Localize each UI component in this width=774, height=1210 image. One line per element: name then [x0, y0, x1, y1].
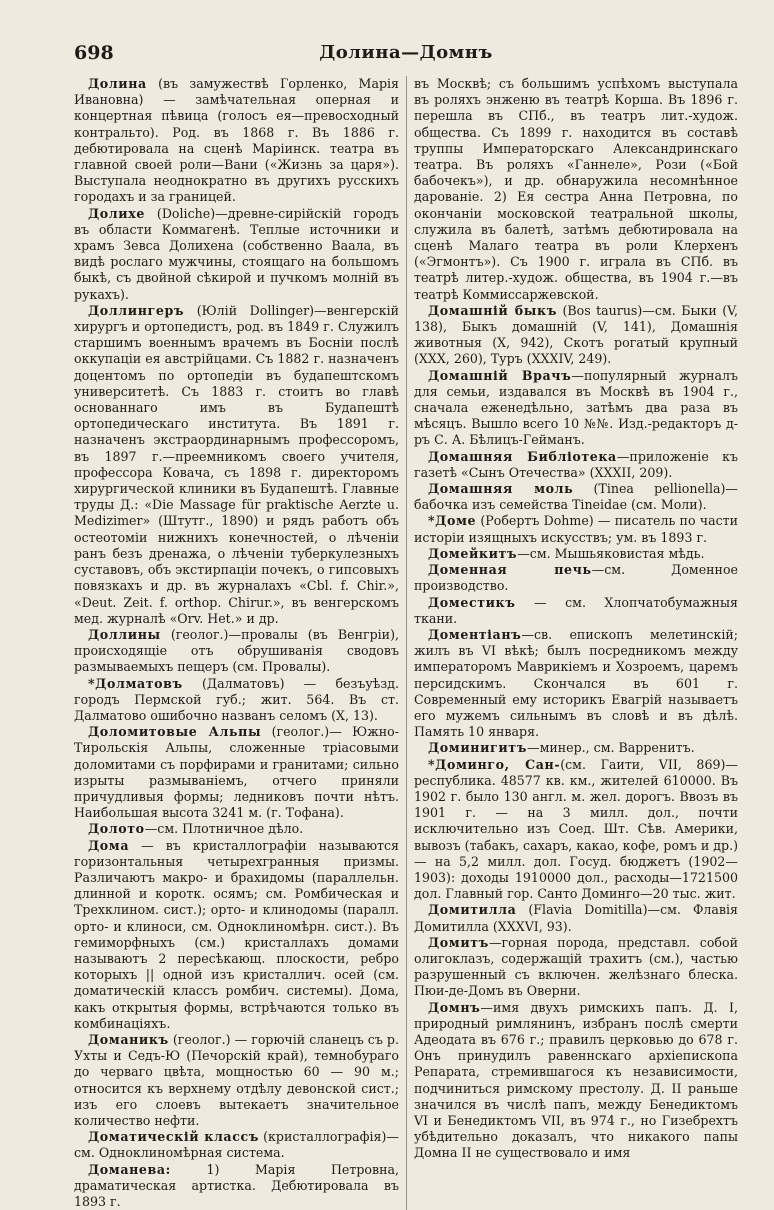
entry-headword: Домейкитъ [428, 545, 518, 561]
dictionary-entry [414, 757, 738, 903]
dictionary-entry [414, 76, 738, 303]
entry-headword: *Доме [428, 513, 477, 529]
dictionary-entry [74, 676, 399, 725]
dictionary-entry [414, 449, 738, 481]
entry-headword: *Доминго, Сан- [428, 756, 561, 772]
dictionary-entry [414, 546, 738, 562]
entry-headword: *Долматовъ [88, 675, 183, 691]
entry-text: (Робертъ Dohme) — писатель по части исторіи изящныхъ искусствъ; ум. въ 1893 г. [414, 513, 738, 545]
entry-text: (Flavia Domitilla)—см. Флавія Домитилла (XXXVI, 93). [414, 902, 738, 934]
dictionary-entry [414, 513, 738, 545]
left-column [74, 76, 406, 1210]
entry-text: (геолог.)—провалы (въ Венгріи), происходящіе отъ обрушиванія сводовъ размываемыхъ пещеръ (см. Провалы). [74, 626, 399, 675]
entry-text: (Юлій Dollinger)—венгерскій хирургъ и ортопедистъ, род. въ 1849 г. Служилъ старшимъ военнымъ врачемъ въ Босніи послѣ оккупаціи ея австрійцами. Съ 1882 г. назначенъ доцентомъ по ортопедіи въ будапештскомъ университетѣ. Съ 1883 г. стоитъ во главѣ основаннаго имъ въ Будапештѣ ортопедическаго института. Въ 1891 г. назначенъ экстраординарнымъ профессоромъ, въ 1897 г.—преемникомъ своего учителя, профессора Ковача, съ 1898 г. директоромъ хирургической клиники въ Будапештѣ. Главные труды Д.: «Die Massage für praktische Aerzte u. Medizimer» (Штутг., 1890) и рядъ работъ объ остеотоміи нижнихъ конечностей, о лѣченіи ранъ безъ дренажа, о лѣченіи туберкулезныхъ суставовъ, объ экстирпаціи почекъ, о гипсовыхъ повязкахъ и др. въ журналахъ «Cbl. f. Chir.», «Deut. Zeit. f. orthop. Chirur.», въ венгерскомъ мед. журналѣ «Orv. Het.» и др. [74, 302, 399, 626]
dictionary-entry [74, 206, 399, 303]
entry-text: (геолог.) — горючій сланецъ съ р. Ухты и Седъ-Ю (Печорскій край), темнобураго до черваго цвѣта, мощностью 60 — 90 м.; относится къ верхнему отдѣлу девонской сист.; изъ его слоевъ вытекаетъ значительное количество нефти. [74, 1031, 399, 1128]
entry-text: (см. Гаити, VII, 869)—республика. 48577 кв. км., жителей 610000. Въ 1902 г. было 130 англ. м. жел. дорогъ. Ввозъ въ 1901 г. — на 3 милл. дол., почти исключительно изъ Соед. Шт. Сѣв. Америки, вывозъ (табакъ, сахаръ, какао, кофе, ромъ и др.) — на 5,2 милл. дол. Госуд. бюджетъ (1902—1903): доходы 1910000 дол., расходы—1721500 дол. Главный гор. Санто Доминго—20 тыс. жит. [414, 756, 738, 902]
entry-headword: Доматическій классъ [88, 1129, 259, 1145]
page-number: 698 [74, 42, 114, 64]
dictionary-entry [414, 562, 738, 594]
entry-text: (Bos taurus)—см. Быки (V, 138), Быкъ домашній (V, 141), Домашнія животныя (X, 942), Скотъ рогатый крупный (XXX, 260), Туръ (XXXIV, 249). [414, 302, 738, 367]
dictionary-entry [74, 838, 399, 1032]
entry-text: 1) Марія Петровна, драматическая артистка. Дебютировала въ 1893 г. [74, 1161, 399, 1210]
entry-text: (Doliche)—древне-сирійскій городъ въ области Коммагенѣ. Теплые источники и храмъ Зевса Долихена (собственно Ваала, въ видѣ рослаго мужчины, стоящаго на большомъ быкѣ, съ двойной сѣкирой и пучкомъ молній въ рукахъ). [74, 205, 399, 302]
entry-headword: Доллингеръ [88, 302, 185, 318]
entry-text: въ Москвѣ; съ большимъ успѣхомъ выступала въ роляхъ энженю въ театрѣ Корша. Въ 1896 г. перешла въ СПб., въ театръ лит.-худож. общества. Съ 1899 г. находится въ составѣ труппы Императорскаго Александринскаго театра. Въ роляхъ «Ганнеле», Рози («Бой бабочекъ»), и др. обнаружила несомнѣнное дарованіе. 2) Ея сестра Анна Петровна, по окончаніи московской театральной школы, служила въ балетѣ, затѣмъ дебютировала на сценѣ Малаго театра въ роли Клерхенъ («Эгмонтъ»). Съ 1900 г. играла въ СПб. въ театрѣ литер.-худож. общества, въ 1904 г.—въ театрѣ Коммиссаржевской. [414, 76, 738, 302]
dictionary-entry [414, 902, 738, 934]
dictionary-entry [74, 76, 399, 206]
entry-headword: Домашняя Библіотека [428, 448, 617, 464]
page-header [74, 42, 738, 72]
dictionary-entry [74, 821, 399, 837]
entry-text: —имя двухъ римскихъ папъ. Д. I, природный римлянинъ, избранъ послѣ смерти Адеодата въ 676 г.; правилъ церковью до 678 г. Онъ принудилъ равеннскаго архіепископа Репарата, стремившагося къ независимости, подчиниться римскому престолу. Д. II раньше значился въ числѣ папъ, между Бенедиктомъ VI и Бенедиктомъ VII, въ 974 г., но Гизебрехтъ убѣдительно доказалъ, что никакого папы Домна II не существовало и имя [414, 999, 738, 1161]
entry-text: —популярный журналъ для семьи, издавался въ Москвѣ въ 1904 г., сначала еженедѣльно, затѣмъ два раза въ мѣсяцъ. Вышло всего 10 №№. Изд.-редакторъ д-ръ С. А. Бѣлицъ-Гейманъ. [414, 367, 738, 448]
entry-headword: Домашній Врачъ [428, 367, 572, 383]
dictionary-entry [74, 1162, 399, 1210]
entry-headword: Долихе [88, 205, 145, 221]
entry-headword: Доллины [88, 626, 161, 642]
entry-text: —приложеніе къ газетѣ «Сынъ Отечества» (XXXII, 209). [414, 448, 738, 480]
entry-text: —см. Мышьяковистая мѣдь. [517, 545, 705, 561]
dictionary-entry [414, 935, 738, 1000]
dictionary-entry [414, 595, 738, 627]
dictionary-entry [74, 303, 399, 627]
entry-text: (Далматовъ) — безъуѣзд. городъ Пермской губ.; жит. 564. Въ ст. Далматово ошибочно названъ селомъ (X, 13). [74, 675, 399, 723]
entry-headword: Домитилла [428, 902, 517, 918]
running-title: Долина—Домнъ [319, 42, 493, 63]
entry-headword: Доманикъ [88, 1031, 169, 1047]
entry-text: — см. Хлопчатобумажныя ткани. [414, 594, 738, 626]
dictionary-entry [74, 1032, 399, 1129]
entry-headword: Доментіанъ [428, 626, 522, 642]
entry-text: — въ кристаллографіи называются горизонтальныя четырехгранныя призмы. Различаютъ макро- и брахидомы (параллельн. длинной и коротк. осямъ; см. Ромбическая и Трехклином. сист.); орто- и клинодомы (паралл. орто- и клиноси, см. Одноклиномѣрн. сист.). Въ гемиморфныхъ (см.) кристаллахъ домами называютъ 2 пересѣкающ. плоскости, ребро которыхъ || одной изъ кристаллич. осей (см. доматическій классъ ромбич. системы). Дома, какъ открытыя формы, встрѣчаются только въ комбинаціяхъ. [74, 837, 399, 1031]
entry-text: —минер., см. Варренитъ. [526, 740, 695, 756]
right-column [406, 76, 738, 1210]
dictionary-entry [74, 627, 399, 676]
entry-text: (кристаллографія)—см. Одноклиномѣрная система. [74, 1129, 399, 1161]
entry-text: —см. Плотничное дѣло. [144, 821, 304, 837]
entry-headword: Доманева: [88, 1161, 171, 1177]
entry-headword: Долина [88, 76, 147, 91]
entry-headword: Домашній быкъ [428, 302, 557, 318]
entry-headword: Доминигитъ [428, 740, 527, 756]
entry-text: (Tinea pellionella)—бабочка изъ семейства Tineidae (см. Моли). [414, 481, 738, 513]
dictionary-entry [414, 481, 738, 513]
entry-text: —горная порода, представл. собой олигоклазъ, содержащій трахитъ (см.), частью разрушенный съ включен. желѣзнаго блеска. Пюи-де-Домъ въ Оверни. [414, 934, 738, 999]
entry-text: (въ замужествѣ Горленко, Марія Ивановна) — замѣчательная оперная и концертная пѣвица (голосъ ея—превосходный контральто). Род. въ 1868 г. Въ 1886 г. дебютировала на сценѣ Маріинск. театра въ главной своей роли—Вани («Жизнь за царя»). Выступала неоднократно въ другихъ русскихъ городахъ и за границей. [74, 76, 399, 205]
entry-headword: Доместикъ [428, 594, 516, 610]
entry-headword: Доменная печь [428, 562, 592, 578]
dictionary-entry [414, 368, 738, 449]
entry-text: (геолог.)— Южно-Тирольскія Альпы, сложенные тріасовыми доломитами съ порфирами и гранитами; сильно изрыты размываніемъ, отчего приняли причудливыя формы; ледниковъ почти нѣтъ. Наибольшая высота 3241 м. (г. Тофана). [74, 724, 400, 821]
entry-headword: Домнъ [428, 999, 481, 1015]
entry-headword: Долото [88, 821, 145, 837]
entry-headword: Дома [88, 837, 130, 853]
dictionary-entry [414, 1000, 738, 1162]
entry-headword: Доломитовые Альпы [88, 724, 262, 740]
dictionary-entry [414, 303, 738, 368]
entry-headword: Домитъ [428, 934, 489, 950]
text-columns [74, 76, 738, 1210]
dictionary-entry [414, 740, 738, 756]
entry-headword: Домашняя моль [428, 481, 574, 497]
entry-text: —св. епископъ мелетинскій; жилъ въ VI вѣкѣ; былъ посредникомъ между императоромъ Маврикіемъ и Хозроемъ, царемъ персидскимъ. Скончался въ 601 г. Современный ему историкъ Евагрій называетъ его мужемъ сильнымъ въ словѣ и въ дѣлѣ. Память 10 января. [414, 626, 738, 740]
dictionary-entry [414, 627, 738, 740]
entry-text: —см. Доменное производство. [414, 562, 738, 594]
dictionary-entry [74, 724, 399, 821]
dictionary-entry [74, 1129, 399, 1161]
